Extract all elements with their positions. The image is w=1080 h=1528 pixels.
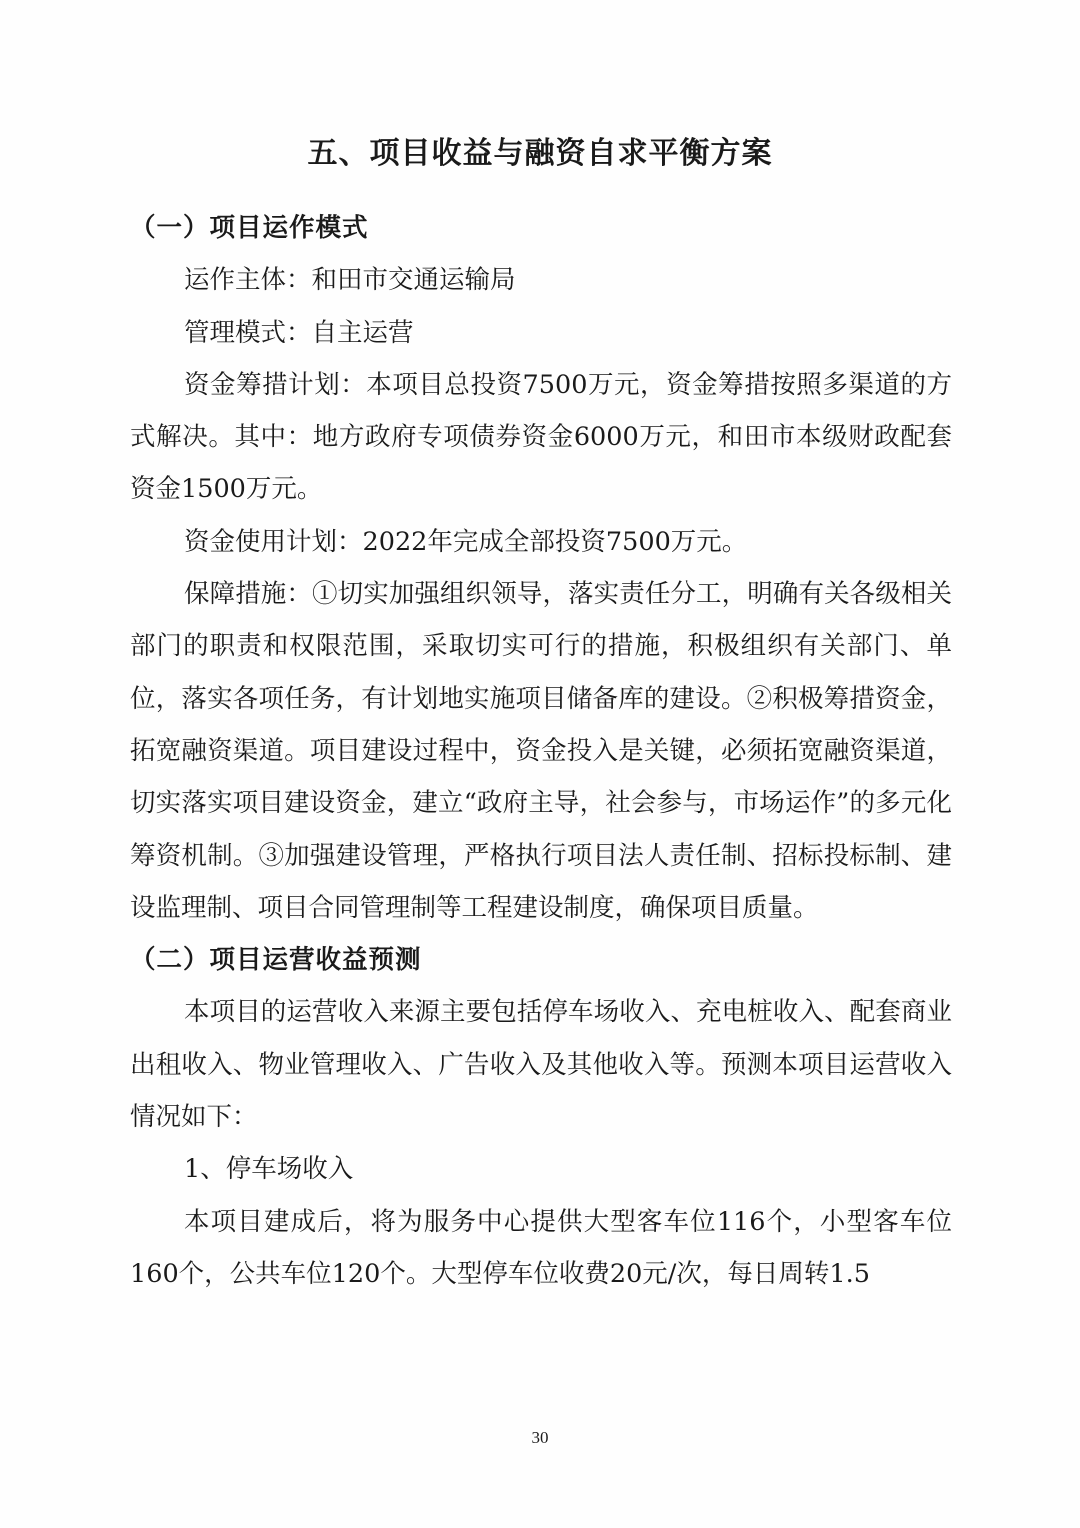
paragraph-safeguard-measures: 保障措施：①切实加强组织领导，落实责任分工，明确有关各级相关部门的职责和权限范围，采取切实可行的措施，积极组织有关部门、单位，落实各项任务，有计划地实施项目储备库的建设。②积极筹措资金，拓宽融资渠道。项目建设过程中，资金投入是关键，必须拓宽融资渠道，切实落实项目建设资金，建立“政府主导，社会参与，市场运作”的多元化筹资机制。③加强建设管理，严格执行项目法人责任制、招标投标制、建设监理制、项目合同管理制等工程建设制度，确保项目质量。 bbox=[130, 579, 952, 923]
paragraph-fund-usage-plan: 资金使用计划：2022年完成全部投资7500万元。 bbox=[184, 526, 748, 557]
paragraph-management-mode: 管理模式：自主运营 bbox=[184, 317, 414, 348]
section-heading-revenue-forecast: （二）项目运营收益预测 bbox=[130, 945, 422, 976]
paragraph-revenue-sources: 本项目的运营收入来源主要包括停车场收入、充电桩收入、配套商业出租收入、物业管理收入、广告收入及其他收入等。预测本项目运营收入情况如下： bbox=[130, 997, 952, 1133]
paragraph-funding-plan: 资金筹措计划：本项目总投资7500万元，资金筹措按照多渠道的方式解决。其中：地方政府专项债券资金6000万元，和田市本级财政配套资金1500万元。 bbox=[130, 369, 952, 505]
paragraph-operator: 运作主体：和田市交通运输局 bbox=[184, 265, 516, 296]
paragraph-parking-details: 本项目建成后，将为服务中心提供大型客车位116个，小型客车位160个，公共车位120个。大型停车位收费20元/次，每日周转1.5 bbox=[130, 1206, 952, 1289]
document-title: 五、项目收益与融资自求平衡方案 bbox=[307, 136, 773, 171]
document-body bbox=[130, 202, 952, 1300]
section-heading-operation-mode: （一）项目运作模式 bbox=[130, 213, 369, 243]
subheading-parking-revenue: 1、停车场收入 bbox=[184, 1154, 354, 1185]
page-number: 30 bbox=[531, 1428, 549, 1447]
